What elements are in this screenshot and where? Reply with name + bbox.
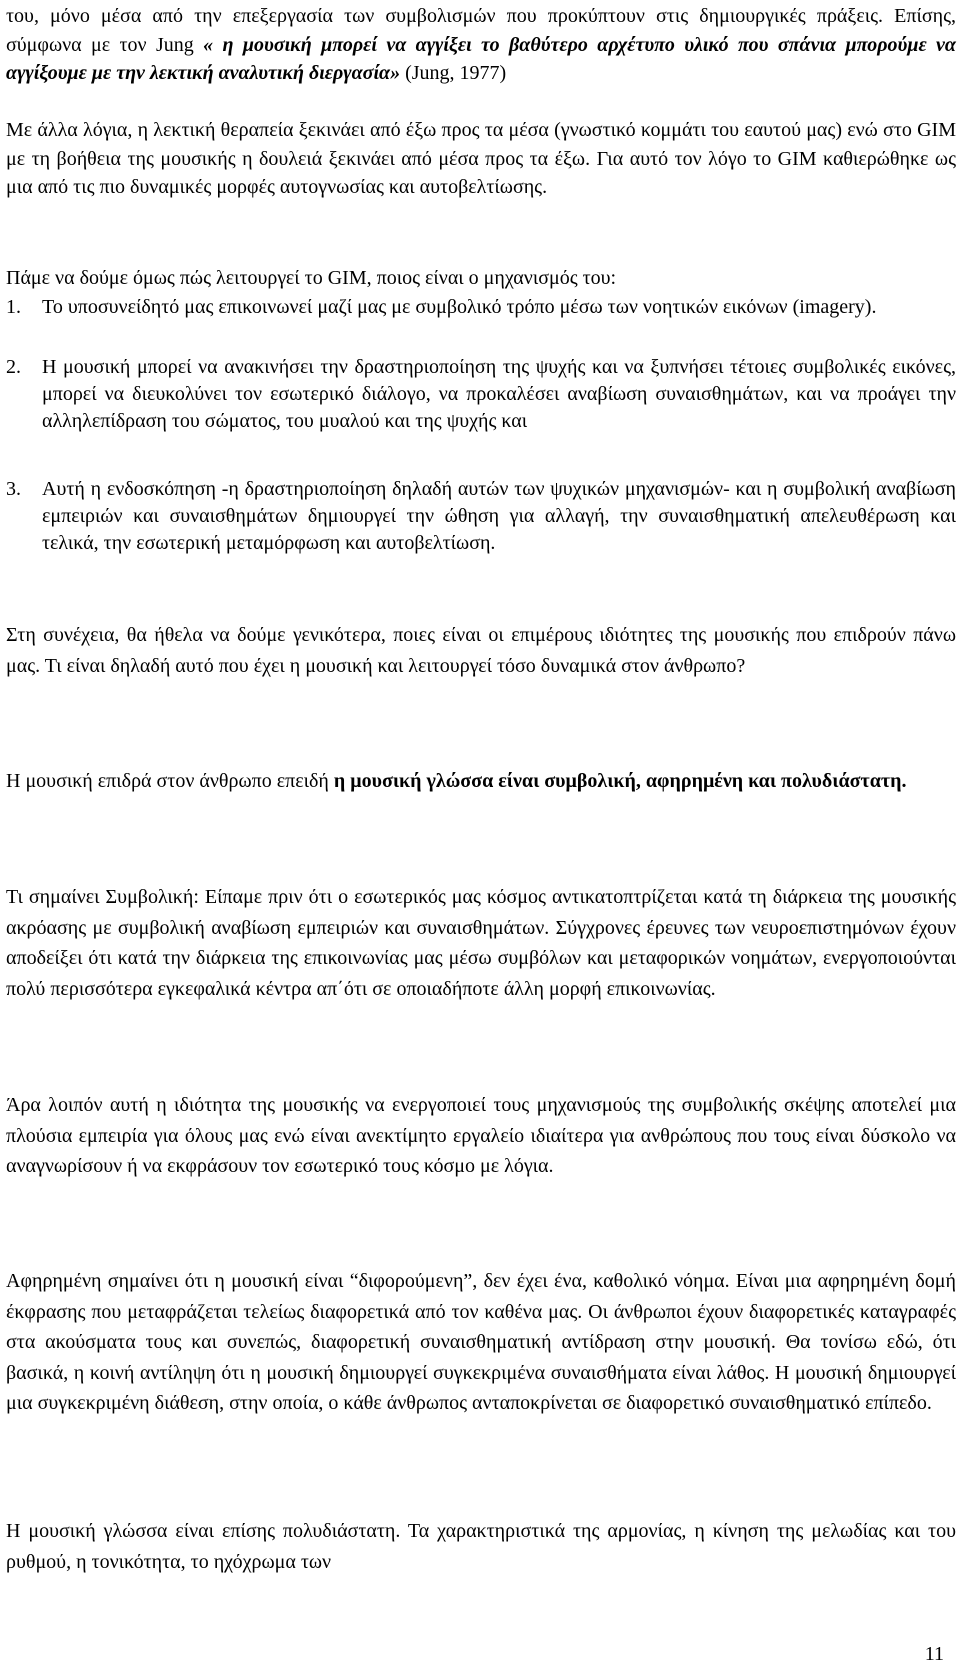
abstract-paragraph: Αφηρημένη σημαίνει ότι η μουσική είναι “διφορούμενη”, δεν έχει ένα, καθολικό νόημα. Είναι μια αφηρημένη δομή έκφρασης που μεταφράζεται τελείως διαφορετικά από τον καθένα μας. Οι άνθρωποι έχουν διαφορετικές καταγραφές στα ακούσματα τους και συνεπώς, διαφορετική συναισθηματική αντίδραση στην μουσική. Θα τονίσω εδώ, ότι βασικά, η κοινή αντίληψη ότι η μουσική δημιουργεί συγκεκριμένα συναισθήματα είναι λάθος. Η μουσική δημιουργεί μια συγκεκριμένη διάθεση, στην οποία, ο κάθε άνθρωπος ανταποκρίνεται σε διαφορετικό συναισθηματικό επίπεδο. [6, 1270, 956, 1414]
list-text: Το υποσυνείδητό μας επικοινωνεί μαζί μας με συμβολικό τρόπο μέσω των νοητικών εικόνων (imagery). [42, 296, 877, 318]
therefore-paragraph: Άρα λοιπόν αυτή η ιδιότητα της μουσικής να ενεργοποιεί τους μηχανισμούς της συμβολικής σκέψης αποτελεί μια πλούσια εμπειρία για όλους μας ενώ είναι ανεκτίμητο εργαλείο ιδιαίτερα για ανθρώπους που τους είναι δύσκολο να αναγνωρίσουν ή να εκφράσουν τον εσωτερικό τους κόσμο με λόγια. [6, 1094, 956, 1177]
mechanism-item-2 [6, 354, 956, 474]
jung-quote: « η μουσική μπορεί να αγγίξει το βαθύτερο αρχέτυπο υλικό που σπάνια μπορούμε να αγγίξουμε με την λεκτική αναλυτική διεργασία» [6, 33, 956, 84]
intro-paragraph [6, 2, 956, 88]
intro-text: του, μόνο μέσα από την επεξεργασία των συμβολισμών που προκύπτουν στις δημιουργικές πράξεις. Επίσης, σύμφωνα με τον Jung [6, 5, 956, 56]
properties-paragraph: Στη συνέχεια, θα ήθελα να δούμε γενικότερα, ποιες είναι οι επιμέρους ιδιότητες της μουσικής που επιδρούν πάνω μας. Τι είναι δηλαδή αυτό που έχει η μουσική και λειτουργεί τόσο δυναμικά στον άνθρωπο? [6, 624, 956, 677]
page-number: 11 [924, 1643, 944, 1665]
jung-citation: (Jung, 1977) [400, 62, 507, 84]
affects-paragraph [6, 766, 956, 797]
list-text: Η μουσική μπορεί να ανακινήσει την δραστηριοποίηση της ψυχής και να ξυπνήσει τέτοιες συμβολικές εικόνες, μπορεί να διευκολύνει τον εσωτερικό διάλογο, να προκαλέσει αναβίωση συναισθημάτων, και να προάγει την αλληλεπίδραση του σώματος, του μυαλού και της ψυχής και [42, 356, 956, 432]
list-number: 2. [6, 356, 21, 378]
therapy-paragraph: Με άλλα λόγια, η λεκτική θεραπεία ξεκινάει από έξω προς τα μέσα (γνωστικό κομμάτι του εαυτού μας) ενώ στο GIM με τη βοήθεια της μουσικής η δουλειά ξεκινάει από μέσα προς τα έξω. Για αυτό τον λόγο το GIM καθιερώθηκε ως μια από τις πιο δυναμικές μορφές αυτογνωσίας και αυτοβελτίωσης. [6, 119, 956, 198]
mechanism-item-1 [6, 294, 956, 354]
mechanism-intro: Πάμε να δούμε όμως πώς λειτουργεί το GIM, ποιος είναι ο μηχανισμός του: [6, 267, 617, 289]
mechanism-item-3 [6, 476, 956, 596]
symbolic-paragraph: Τι σημαίνει Συμβολική: Είπαμε πριν ότι ο εσωτερικός μας κόσμος αντικατοπτρίζεται κατά τη διάρκεια της μουσικής ακρόασης με συμβολική αναβίωση εμπειριών και συναισθημάτων. Σύγχρονες έρευνες των νευροεπιστημόνων έχουν αποδείξει ότι κατά την διάρκεια της επικοινωνίας μας μέσω συμβόλων και μεταφορικών νοημάτων, ενεργοποιούνται πολύ περισσότερα εγκεφαλικά κέντρα απ΄ότι σε οποιαδήποτε άλλη μορφή επικοινωνίας. [6, 886, 956, 1000]
affects-text: Η μουσική επιδρά στον άνθρωπο επειδή [6, 770, 334, 792]
list-text: Αυτή η ενδοσκόπηση -η δραστηριοποίηση δηλαδή αυτών των ψυχικών μηχανισμών- και η συμβολική αναβίωση εμπειριών και συναισθημάτων δημιουργεί την ώθηση για αλλαγή, την συναισθηματική απελευθέρωση και τελικά, την εσωτερική μεταμόρφωση και αυτοβελτίωση. [42, 478, 956, 554]
affects-bold-text: η μουσική γλώσσα είναι συμβολική, αφηρημένη και πολυδιάστατη. [333, 770, 907, 792]
list-number: 3. [6, 478, 21, 500]
multidimensional-paragraph: Η μουσική γλώσσα είναι επίσης πολυδιάστατη. Τα χαρακτηριστικά της αρμονίας, η κίνηση της μελωδίας και του ρυθμού, η τονικότητα, το ηχόχρωμα των [6, 1520, 956, 1573]
list-number: 1. [6, 296, 21, 318]
